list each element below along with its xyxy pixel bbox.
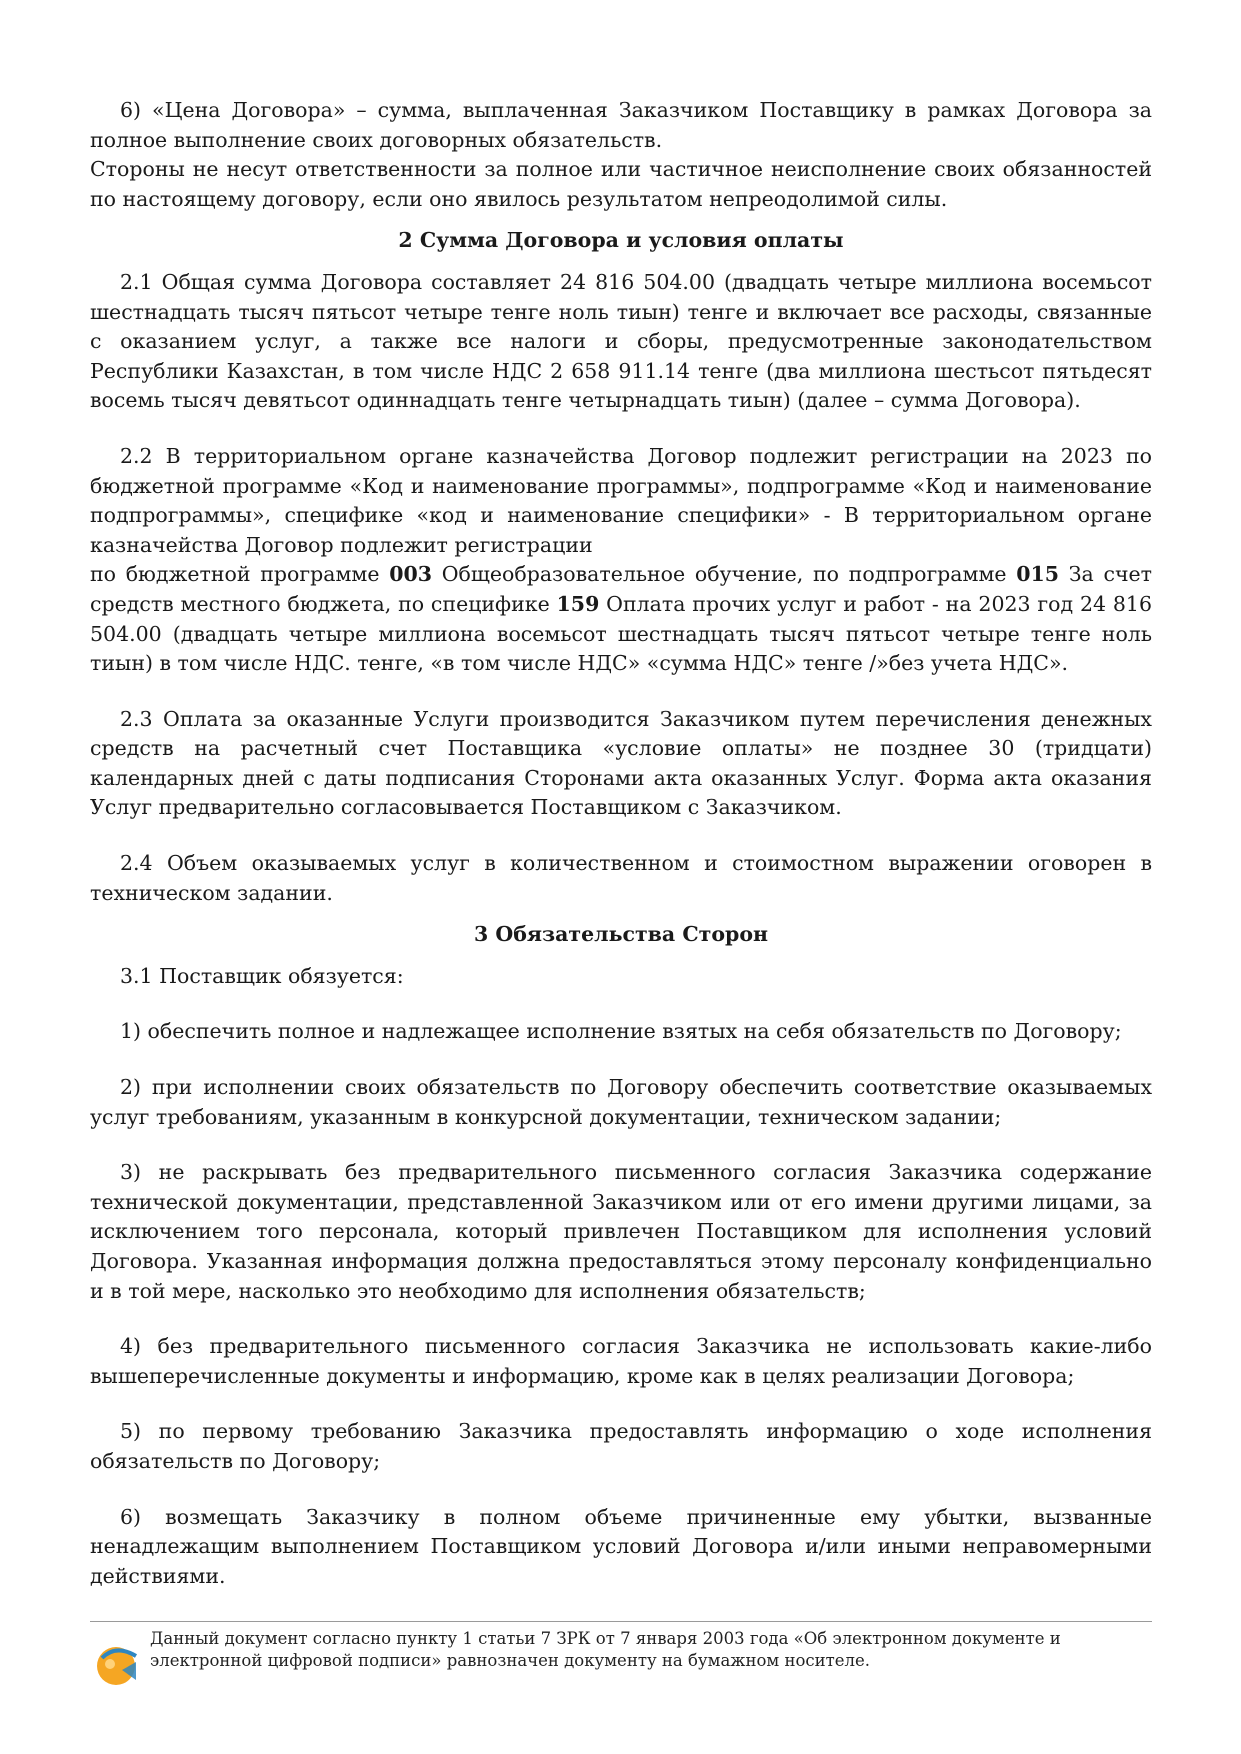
definition-price: 6) «Цена Договора» – сумма, выплаченная Заказчиком Поставщику в рамках Договора за полное выполнение своих договорных обязательств. [90, 98, 1152, 152]
section-2-heading: 2 Сумма Договора и условия оплаты [398, 228, 844, 253]
goszakup-logo-icon [92, 1640, 140, 1688]
force-majeure-paragraph: Стороны не несут ответственности за полное или частичное неисполнение своих обязанностей по настоящему договору, если оно явилось результатом непреодолимой силы. [90, 157, 1152, 211]
clause-2-2-text-1: по бюджетной программе [90, 562, 390, 587]
clause-3-1: 3.1 Поставщик обязуется: [120, 963, 404, 988]
subprogram-code: 015 [1016, 562, 1060, 587]
clause-2-2-b [90, 560, 1152, 678]
clause-2-1: 2.1 Общая сумма Договора составляет 24 816 504.00 (двадцать четыре миллиона восемьсот шестнадцать тысяч пятьсот четыре тенге ноль тиын) тенге и включает все расходы, связанные с оказанием услуг, а также все налоги и сборы, предусмотренные законодательством Республики Казахстан, в том числе НДС 2 658 911.14 тенге (два миллиона шестьсот пятьдесят восемь тысяч девятьсот одиннадцать тенге четырнадцать тиын) (далее – сумма Договора). [90, 269, 1152, 413]
footer [90, 1628, 1152, 1684]
footer-divider [90, 1621, 1152, 1622]
program-code: 003 [389, 562, 432, 587]
obligation-item-3: 3) не раскрывать без предварительного письменного согласия Заказчика содержание технической документации, представленной Заказчиком или от его имени другими лицами, за исключением того персонала, который привлечен Поставщиком для исполнения условий Договора. Указанная информация должна предоставляться этому персоналу конфиденциально и в той мере, насколько это необходимо для исполнения обязательств; [90, 1160, 1152, 1303]
legal-notice: Данный документ согласно пункту 1 статьи 7 ЗРК от 7 января 2003 года «Об электронном документе и электронной цифровой подписи» равнозначен документу на бумажном носителе. [150, 1629, 1061, 1670]
clause-2-2-a: 2.2 В территориальном органе казначейства Договор подлежит регистрации на 2023 по бюджетной программе «Код и наименование программы», подпрограмме «Код и наименование подпрограммы», специфике «код и наименование специфики» - В территориальном органе казначейства Договор подлежит регистрации [90, 443, 1152, 557]
clause-2-4: 2.4 Объем оказываемых услуг в количественном и стоимостном выражении оговорен в техническом задании. [90, 851, 1152, 905]
clause-2-3: 2.3 Оплата за оказанные Услуги производится Заказчиком путем перечисления денежных средств на расчетный счет Поставщика «условие оплаты» не позднее 30 (тридцати) календарных дней с даты подписания Сторонами акта оказанных Услуг. Форма акта оказания Услуг предварительно согласовывается Поставщиком с Заказчиком. [90, 706, 1152, 820]
obligation-item-6: 6) возмещать Заказчику в полном объеме причиненные ему убытки, вызванные ненадлежащим выполнением Поставщиком условий Договора и/или иными неправомерными действиями. [90, 1504, 1152, 1588]
section-3-heading: 3 Обязательства Сторон [473, 922, 769, 947]
obligation-item-1: 1) обеспечить полное и надлежащее исполнение взятых на себя обязательств по Договору; [120, 1019, 1122, 1044]
specific-code: 159 [556, 591, 600, 616]
document-body [90, 96, 1152, 1591]
obligation-item-5: 5) по первому требованию Заказчика предоставлять информацию о ходе исполнения обязательств по Договору; [90, 1419, 1152, 1473]
obligation-item-4: 4) без предварительного письменного согласия Заказчика не использовать какие-либо вышеперечисленные документы и информацию, кроме как в целях реализации Договора; [90, 1334, 1152, 1388]
obligation-item-2: 2) при исполнении своих обязательств по Договору обеспечить соответствие оказываемых услуг требованиям, указанным в конкурсной документации, техническом задании; [90, 1075, 1152, 1129]
clause-2-2-text-4: Оплата прочих услуг и работ - на 2023 год 24 816 504.00 (двадцать четыре миллиона восемьсот шестнадцать тысяч пятьсот четыре тенге ноль тиын) в том числе НДС. тенге, «в том числе НДС» «сумма НДС» тенге /»без учета НДС». [90, 591, 1152, 676]
clause-2-2-text-2: Общеобразовательное обучение, по подпрограмме [431, 562, 1017, 587]
clause-2-2-text-3: За счет средств местного бюджета, по специфике [90, 562, 1152, 616]
